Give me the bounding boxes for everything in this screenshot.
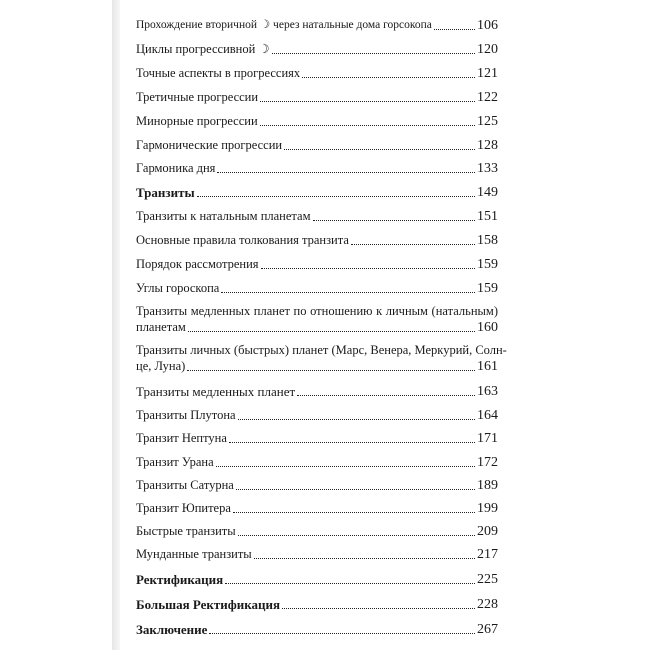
toc-entry-page: 125 bbox=[477, 114, 498, 129]
toc-entry[interactable] bbox=[136, 408, 498, 423]
toc-entry[interactable] bbox=[136, 455, 498, 470]
toc-entry-title: Транзиты к натальным планетам bbox=[136, 209, 311, 223]
toc-leader-dots bbox=[216, 466, 475, 467]
toc-leader-dots bbox=[254, 558, 475, 559]
toc-leader-dots bbox=[187, 370, 475, 371]
toc-section-entry[interactable] bbox=[136, 597, 498, 612]
toc-leader-dots bbox=[236, 489, 475, 490]
toc-entry-title-line1: Транзиты личных (быстрых) планет (Марс, Венера, Меркурий, Солн- bbox=[136, 343, 507, 357]
toc-entry-title: Углы гороскопа bbox=[136, 281, 220, 295]
toc-entry[interactable] bbox=[136, 138, 498, 153]
toc-entry-page: 121 bbox=[477, 66, 498, 81]
toc-leader-dots bbox=[302, 77, 475, 78]
toc-leader-dots bbox=[297, 395, 475, 396]
toc-entry[interactable] bbox=[136, 384, 498, 399]
toc-entry-title: планетам bbox=[136, 320, 186, 334]
toc-entry-title: Транзит Урана bbox=[136, 455, 214, 469]
toc-leader-dots bbox=[229, 442, 475, 443]
toc-entry[interactable] bbox=[136, 161, 498, 176]
toc-entry[interactable] bbox=[136, 233, 498, 248]
toc-entry-title: Мунданные транзиты bbox=[136, 547, 252, 561]
toc-entry-title: Заключение bbox=[136, 622, 208, 637]
toc-entry-title: Циклы прогрессивной ☽ bbox=[136, 42, 270, 56]
toc-entry[interactable] bbox=[136, 431, 498, 446]
toc-entry-title: Ректификация bbox=[136, 572, 224, 587]
toc-leader-dots bbox=[313, 220, 476, 221]
toc-entry-page: 163 bbox=[477, 384, 498, 399]
toc-entry-page: 171 bbox=[477, 431, 498, 446]
toc-entry-page: 133 bbox=[477, 161, 498, 176]
toc-section-entry[interactable] bbox=[136, 622, 498, 637]
toc-entry[interactable] bbox=[136, 524, 498, 539]
toc-entry[interactable] bbox=[136, 42, 498, 57]
toc-entry-title: Транзиты Сатурна bbox=[136, 478, 234, 492]
toc-entry[interactable] bbox=[136, 66, 498, 81]
toc-entry-title-line1: Транзиты медленных планет по отношению к личным (натальным) bbox=[136, 304, 498, 318]
toc-entry[interactable] bbox=[136, 18, 498, 33]
toc-entry[interactable] bbox=[136, 281, 498, 296]
toc-entry[interactable] bbox=[136, 209, 498, 224]
toc-leader-dots bbox=[233, 512, 475, 513]
toc-leader-dots bbox=[188, 331, 475, 332]
toc-entry-page: 106 bbox=[477, 18, 498, 33]
toc-entry-page: 149 bbox=[477, 185, 498, 200]
toc-entry-page: 120 bbox=[477, 42, 498, 57]
toc-leader-dots bbox=[221, 292, 475, 293]
toc-entry-page: 122 bbox=[477, 90, 498, 105]
toc-entry-title: Транзиты Плутона bbox=[136, 408, 236, 422]
toc-entry[interactable] bbox=[136, 359, 498, 374]
toc-entry-page: 199 bbox=[477, 501, 498, 516]
toc-entry-title: Третичные прогрессии bbox=[136, 90, 259, 104]
toc-entry-page: 217 bbox=[477, 547, 498, 562]
toc-section-entry[interactable] bbox=[136, 572, 498, 587]
toc-entry-page: 159 bbox=[477, 257, 498, 272]
toc-leader-dots bbox=[260, 125, 475, 126]
toc-entry-page: 160 bbox=[477, 320, 498, 335]
toc-entry-page: 158 bbox=[477, 233, 498, 248]
toc-entry[interactable] bbox=[136, 501, 498, 516]
toc-leader-dots bbox=[282, 608, 475, 609]
toc-leader-dots bbox=[225, 583, 475, 584]
toc-leader-dots bbox=[351, 244, 475, 245]
toc-leader-dots bbox=[238, 535, 475, 536]
toc-entry-page: 172 bbox=[477, 455, 498, 470]
toc-entry-page: 128 bbox=[477, 138, 498, 153]
toc-entry-title: Прохождение вторичной ☽ через натальные дома горсокопа bbox=[136, 19, 432, 31]
toc-leader-dots bbox=[284, 149, 475, 150]
toc-entry[interactable] bbox=[136, 320, 498, 335]
toc-entry-page: 159 bbox=[477, 281, 498, 296]
toc-leader-dots bbox=[217, 172, 475, 173]
toc-entry-page: 151 bbox=[477, 209, 498, 224]
toc-entry-page: 267 bbox=[477, 622, 498, 637]
toc-entry[interactable] bbox=[136, 114, 498, 129]
toc-entry-title: Точные аспекты в прогрессиях bbox=[136, 66, 301, 80]
toc-entry-title: Основные правила толкования транзита bbox=[136, 233, 349, 247]
toc-leader-dots bbox=[209, 633, 475, 634]
toc-leader-dots bbox=[197, 196, 475, 197]
toc-entry-title: Быстрые транзиты bbox=[136, 524, 236, 538]
toc-leader-dots bbox=[434, 29, 475, 30]
toc-entry-page: 189 bbox=[477, 478, 498, 493]
toc-entry-page: 161 bbox=[477, 359, 498, 374]
toc-section-entry[interactable] bbox=[136, 185, 498, 200]
toc-entry-title: Транзит Нептуна bbox=[136, 431, 227, 445]
toc-entry-title: Порядок рассмотрения bbox=[136, 257, 259, 271]
toc-leader-dots bbox=[261, 268, 475, 269]
toc-entry-title: Гармоника дня bbox=[136, 161, 216, 175]
toc-entry-title: Транзиты медленных планет bbox=[136, 384, 296, 399]
toc-leader-dots bbox=[272, 53, 475, 54]
toc-entry[interactable] bbox=[136, 90, 498, 105]
toc-entry-title: Большая Ректификация bbox=[136, 597, 281, 612]
toc-entry-page: 225 bbox=[477, 572, 498, 587]
toc-entry[interactable] bbox=[136, 257, 498, 272]
toc-entry[interactable] bbox=[136, 547, 498, 562]
page-binding-edge bbox=[112, 0, 120, 650]
toc-entry-title: це, Луна) bbox=[136, 359, 186, 373]
toc-leader-dots bbox=[238, 419, 475, 420]
toc-entry-page: 228 bbox=[477, 597, 498, 612]
toc-entry-title: Транзиты bbox=[136, 185, 195, 200]
toc-entry[interactable] bbox=[136, 478, 498, 493]
toc-entry-title: Транзит Юпитера bbox=[136, 501, 231, 515]
toc-entry-title: Гармонические прогрессии bbox=[136, 138, 283, 152]
toc-leader-dots bbox=[260, 101, 475, 102]
toc-entry-title: Минорные прогрессии bbox=[136, 114, 258, 128]
toc-entry-page: 209 bbox=[477, 524, 498, 539]
toc-entry-page: 164 bbox=[477, 408, 498, 423]
